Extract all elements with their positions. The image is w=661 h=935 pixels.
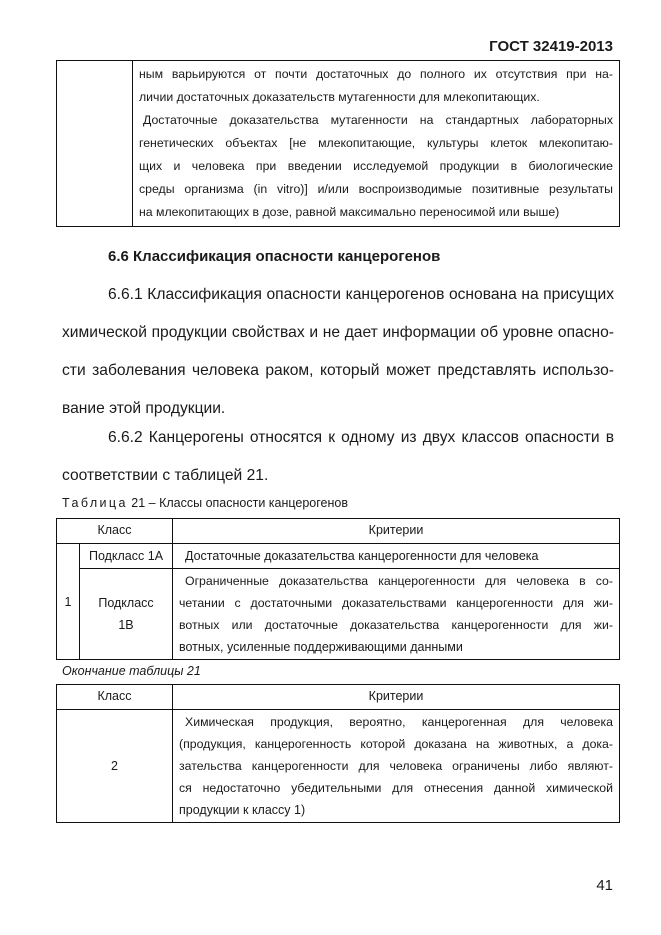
text-line: 6.6.2 Канцерогены относятся к одному из двух классов опасности в [108, 429, 614, 446]
text-line: соответствии с таблицей 21. [62, 467, 269, 484]
subclass-1a-criteria: Достаточные доказательства канцерогенности для человека [173, 544, 620, 569]
class-2-criteria [173, 710, 620, 823]
text-line: личии достаточных доказательств мутагенности для млекопитающих. [139, 90, 540, 104]
text-line: ным варьируются от почти достаточных до полного их отсутствия при на- [139, 67, 613, 81]
continuation-caption: Окончание таблицы 21 [62, 664, 201, 678]
paragraph-6-6-1 [62, 276, 614, 428]
table-caption [62, 496, 348, 510]
empty-class-cell [57, 61, 133, 227]
header-criteria: Критерии [173, 685, 620, 710]
subclass-1b-code: 1В [118, 618, 134, 632]
text-line: химической продукции свойствах и не дает информации об уровне опасно- [62, 324, 614, 341]
class-1-cell: 1 [57, 544, 80, 660]
table-caption-text: 21 – Классы опасности канцерогенов [131, 496, 348, 510]
text-line: (продукция, канцерогенность которой доказана на животных, а дока- [179, 737, 613, 751]
text-line: вотных, усиленные поддерживающими данными [179, 640, 463, 654]
text-line: вотных или достаточные доказательства канцерогенности для жи- [179, 618, 613, 632]
text-line: Достаточные доказательства мутагенности на стандартных лабораторных [143, 113, 613, 127]
text-line: 6.6.1 Классификация опасности канцерогенов основана на присущих [108, 286, 614, 303]
continuation-table [56, 60, 620, 227]
header-class: Класс [57, 685, 173, 710]
section-heading: 6.6 Классификация опасности канцерогенов [108, 248, 441, 265]
table-21-continued [56, 684, 620, 823]
table-caption-word: Таблица [62, 496, 128, 510]
page-number: 41 [596, 877, 613, 894]
text-line: зательства канцерогенности для человека ограничены либо являют- [179, 759, 613, 773]
text-line: Химическая продукция, вероятно, канцерогенная для человека [185, 715, 613, 729]
subclass-1a-cell: Подкласс 1А [80, 544, 173, 569]
subclass-1b-cell [80, 569, 173, 660]
text-line: генетических объектах [не млекопитающие, культуры клеток млекопитаю- [139, 136, 613, 150]
text-line: четании с достаточными доказательствами канцерогенности для жи- [179, 596, 613, 610]
standard-code: ГОСТ 32419-2013 [489, 38, 613, 55]
table-21 [56, 518, 620, 660]
text-line: продукции к классу 1) [179, 803, 306, 817]
header-criteria: Критерии [173, 519, 620, 544]
text-line: на млекопитающих в дозе, равной максимально переносимой или выше) [139, 205, 560, 219]
class-2-cell: 2 [57, 710, 173, 823]
subclass-1b-label: Подкласс [98, 596, 154, 610]
header-class: Класс [57, 519, 173, 544]
text-line: Ограниченные доказательства канцерогенности для человека в со- [185, 574, 613, 588]
text-line: щих и человека при введении исследуемой продукции в биологические [139, 159, 613, 173]
criteria-cell [133, 61, 620, 227]
text-line: ся недостаточно убедительными для отнесения данной химической [179, 781, 613, 795]
text-line: среды организма (in vitro)] и/или воспроизводимые позитивные результаты [139, 182, 613, 196]
subclass-1b-criteria [173, 569, 620, 660]
text-line: вание этой продукции. [62, 400, 226, 417]
paragraph-6-6-2 [62, 419, 614, 495]
text-line: сти заболевания человека раком, который может представлять использо- [62, 362, 614, 379]
